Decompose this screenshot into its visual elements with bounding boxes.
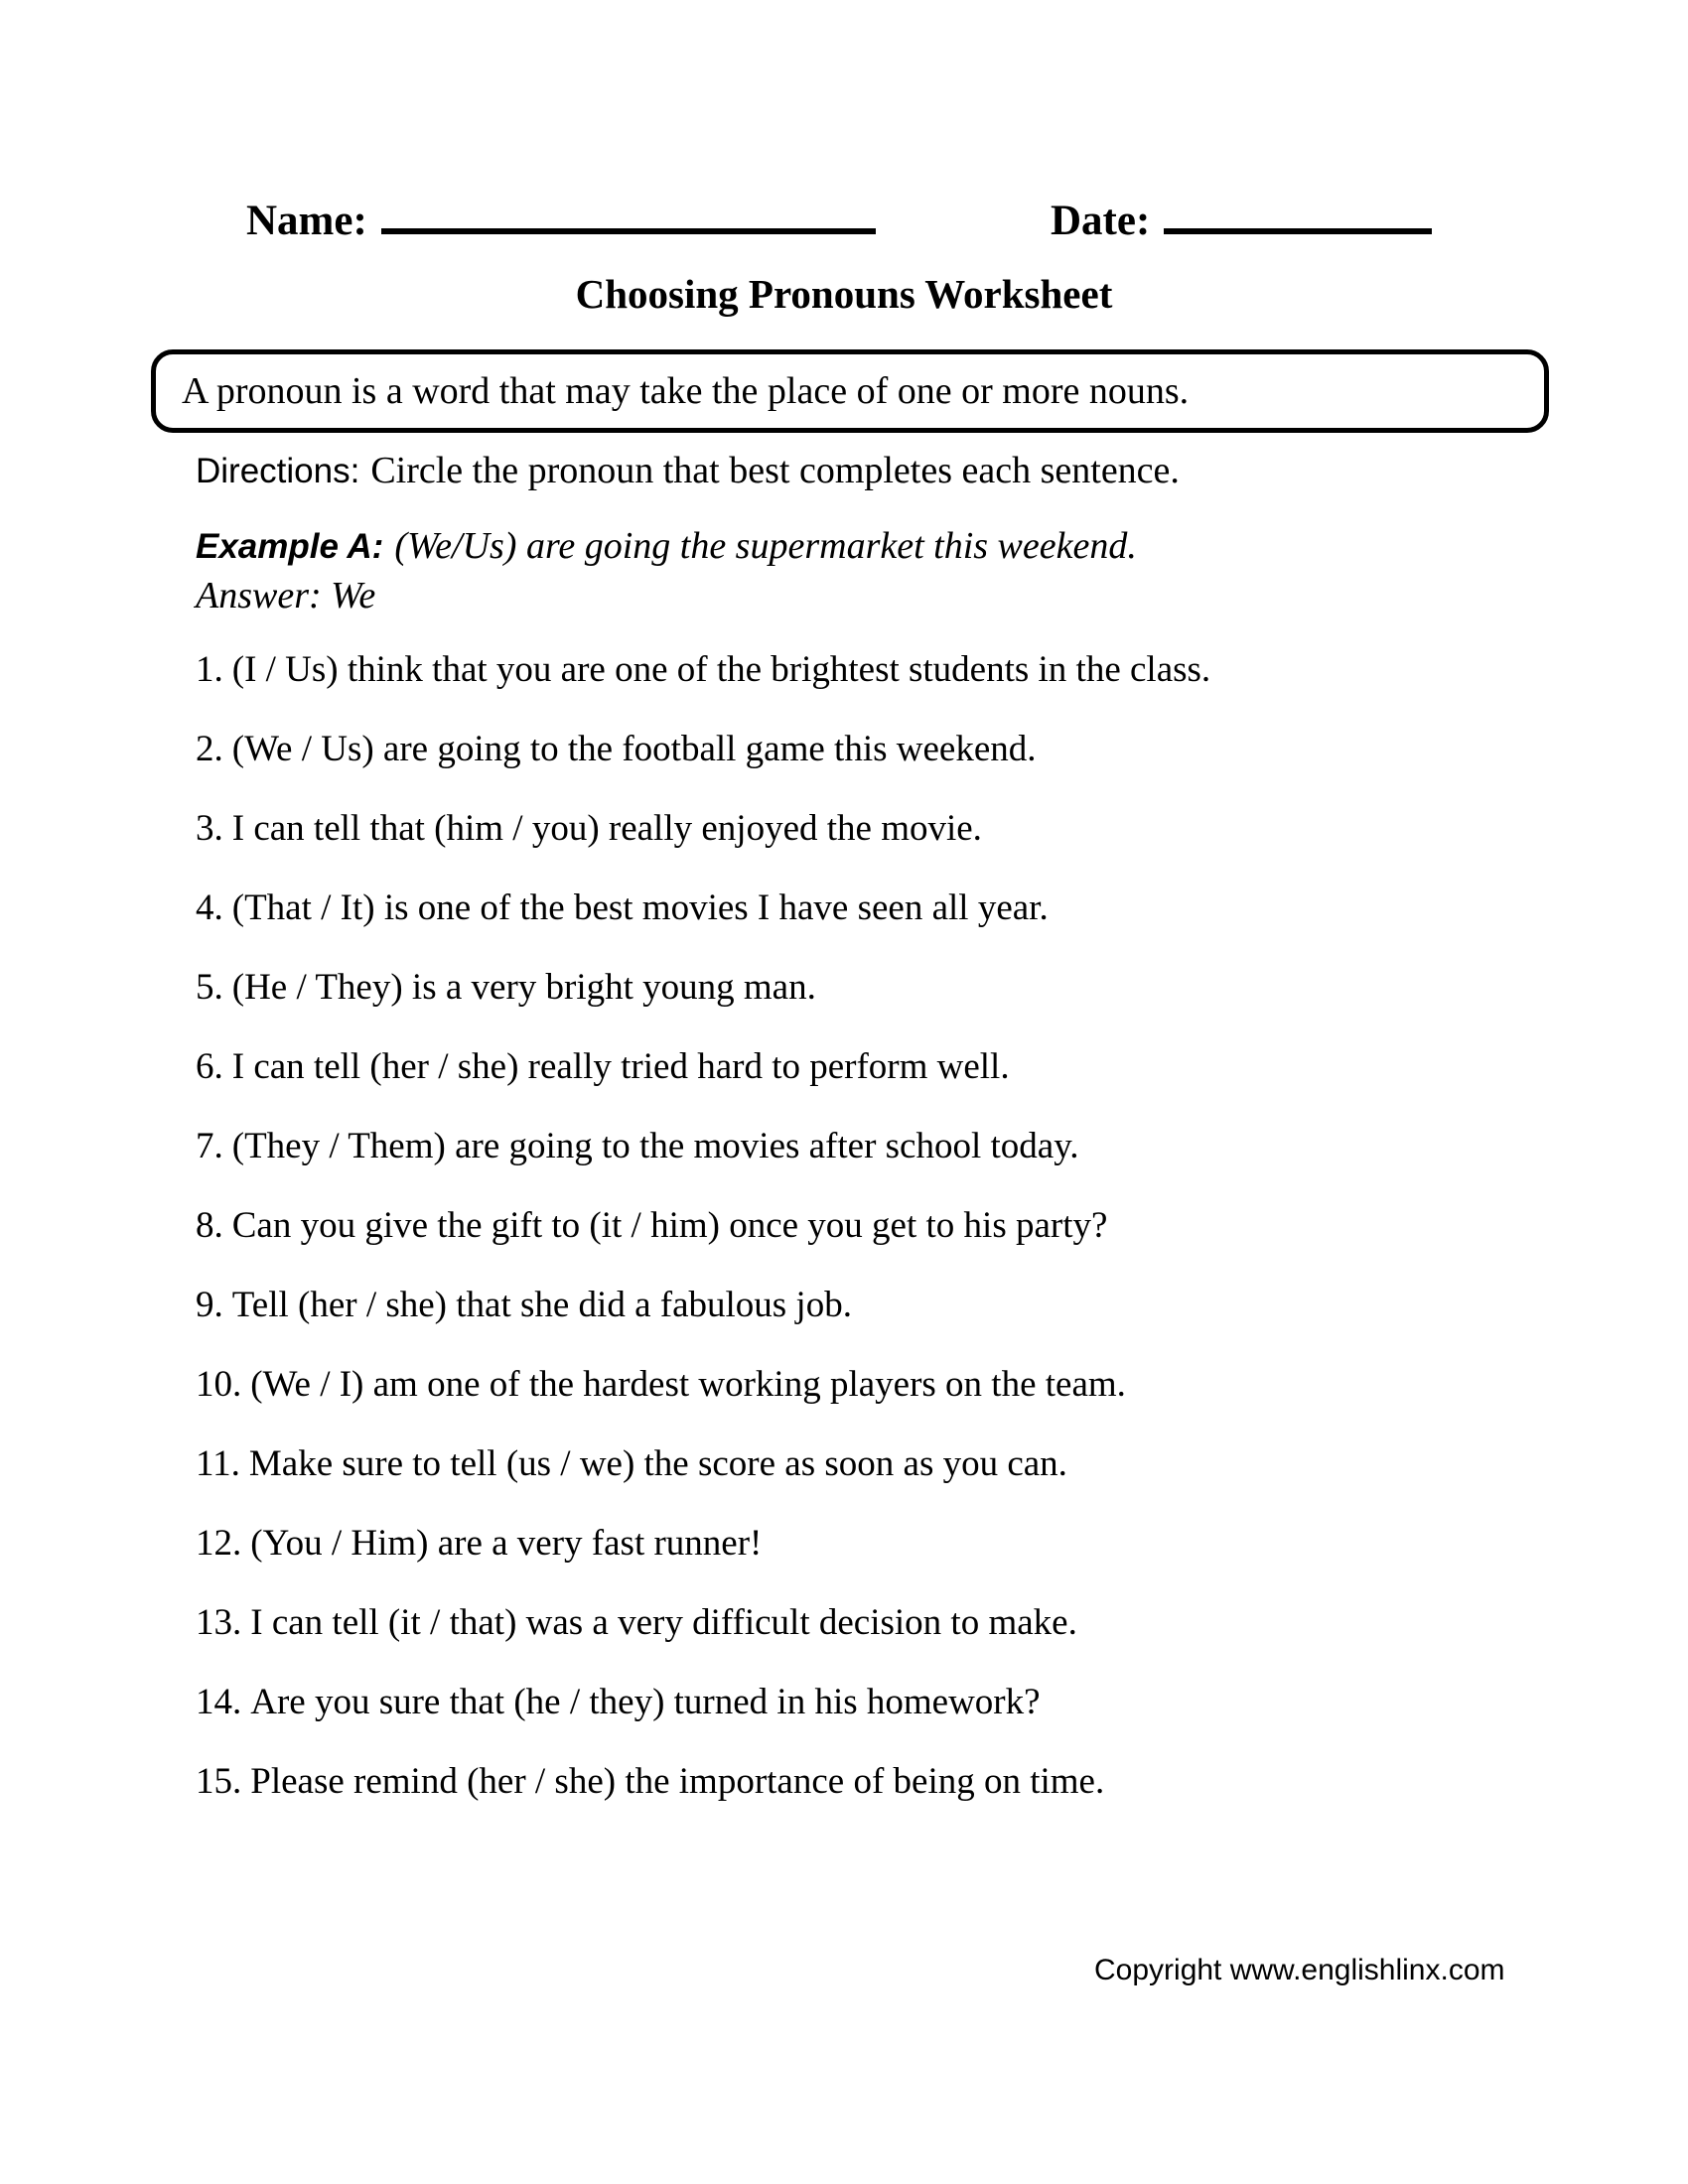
question-item bbox=[196, 1203, 1606, 1283]
definition-text: A pronoun is a word that may take the place of one or more nouns. bbox=[182, 370, 1190, 412]
question-list bbox=[196, 647, 1606, 1839]
question-text: Please remind (her / she) the importance of being on time. bbox=[250, 1761, 1105, 1802]
question-text: (You / Him) are a very fast runner! bbox=[250, 1523, 763, 1564]
directions-label: Directions: bbox=[196, 452, 360, 490]
question-number: 12. bbox=[196, 1523, 242, 1564]
question-text: (We / Us) are going to the football game this weekend. bbox=[231, 729, 1037, 769]
question-number: 7. bbox=[196, 1126, 223, 1166]
example-line bbox=[196, 524, 1137, 568]
question-text: (I / Us) think that you are one of the brightest students in the class. bbox=[231, 649, 1211, 690]
question-item bbox=[196, 1044, 1606, 1124]
date-field bbox=[1051, 191, 1432, 245]
question-number: 13. bbox=[196, 1602, 242, 1643]
question-item bbox=[196, 1600, 1606, 1680]
question-text: Can you give the gift to (it / him) once you get to his party? bbox=[231, 1205, 1108, 1246]
example-answer: Answer: We bbox=[196, 575, 376, 616]
question-text: (They / Them) are going to the movies after school today. bbox=[231, 1126, 1079, 1166]
question-item bbox=[196, 1283, 1606, 1362]
question-item bbox=[196, 1759, 1606, 1839]
question-number: 3. bbox=[196, 808, 223, 849]
directions-text: Circle the pronoun that best completes each sentence. bbox=[370, 450, 1180, 491]
question-number: 6. bbox=[196, 1046, 223, 1087]
question-number: 14. bbox=[196, 1682, 242, 1722]
question-text: Make sure to tell (us / we) the score as soon as you can. bbox=[248, 1443, 1067, 1484]
copyright-text: Copyright www.englishlinx.com bbox=[1094, 1954, 1505, 1986]
directions-line bbox=[196, 449, 1180, 492]
question-text: I can tell that (him / you) really enjoyed the movie. bbox=[231, 808, 982, 849]
question-number: 10. bbox=[196, 1364, 242, 1405]
question-item bbox=[196, 727, 1606, 806]
question-number: 1. bbox=[196, 649, 223, 690]
question-number: 4. bbox=[196, 887, 223, 928]
question-text: I can tell (her / she) really tried hard to perform well. bbox=[231, 1046, 1010, 1087]
date-blank-line bbox=[1164, 191, 1432, 234]
date-label: Date: bbox=[1051, 198, 1151, 244]
question-item bbox=[196, 1441, 1606, 1521]
question-item bbox=[196, 886, 1606, 965]
question-number: 9. bbox=[196, 1285, 223, 1325]
question-text: Tell (her / she) that she did a fabulous job. bbox=[231, 1285, 852, 1325]
worksheet-title: Choosing Pronouns Worksheet bbox=[575, 271, 1113, 317]
question-item bbox=[196, 806, 1606, 886]
question-text: Are you sure that (he / they) turned in his homework? bbox=[250, 1682, 1041, 1722]
question-item bbox=[196, 647, 1606, 727]
definition-box bbox=[151, 349, 1549, 433]
question-text: (We / I) am one of the hardest working players on the team. bbox=[250, 1364, 1126, 1405]
name-blank-line bbox=[381, 191, 876, 234]
question-item bbox=[196, 1124, 1606, 1203]
example-label: Example A: bbox=[196, 527, 384, 566]
question-item bbox=[196, 1680, 1606, 1759]
question-number: 2. bbox=[196, 729, 223, 769]
question-number: 11. bbox=[196, 1443, 240, 1484]
question-text: (That / It) is one of the best movies I have seen all year. bbox=[231, 887, 1049, 928]
name-field bbox=[246, 191, 876, 245]
question-number: 8. bbox=[196, 1205, 223, 1246]
question-number: 5. bbox=[196, 967, 223, 1008]
question-item bbox=[196, 965, 1606, 1044]
question-number: 15. bbox=[196, 1761, 242, 1802]
question-text: (He / They) is a very bright young man. bbox=[231, 967, 816, 1008]
question-item bbox=[196, 1521, 1606, 1600]
example-sentence: (We/Us) are going the supermarket this weekend. bbox=[394, 525, 1137, 567]
question-text: I can tell (it / that) was a very difficult decision to make. bbox=[250, 1602, 1077, 1643]
name-label: Name: bbox=[246, 198, 367, 244]
question-item bbox=[196, 1362, 1606, 1441]
